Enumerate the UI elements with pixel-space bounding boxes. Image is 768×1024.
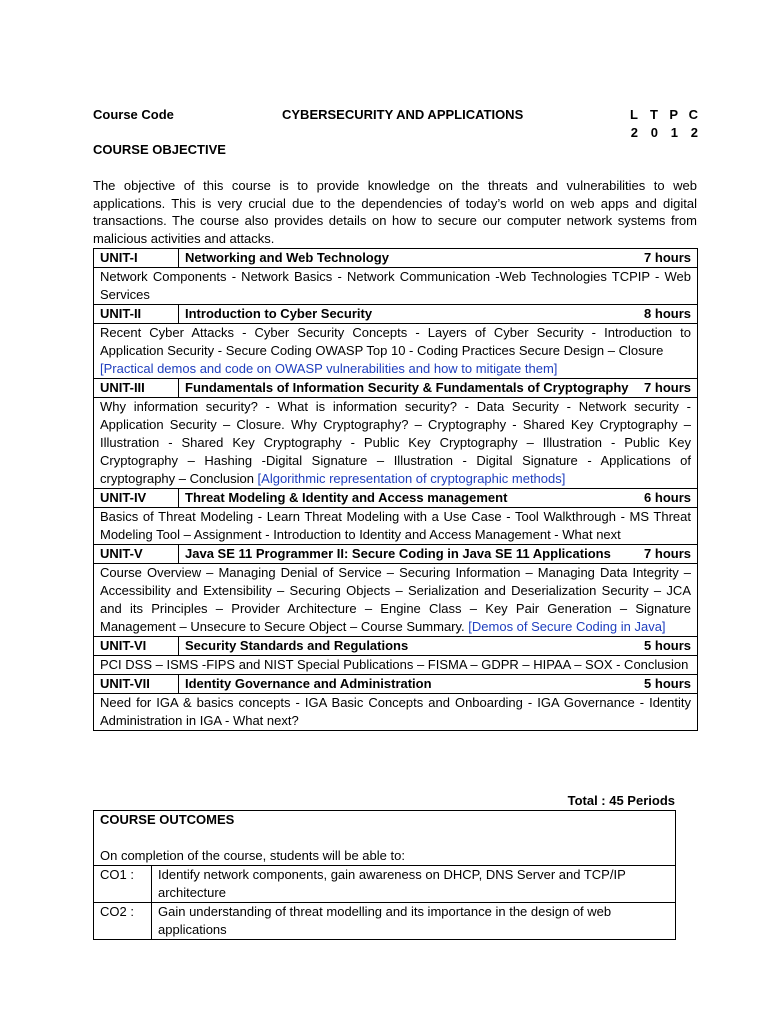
unit-description-cell — [94, 564, 698, 637]
outcome-text: Gain understanding of threat modelling and its importance in the design of web applications — [152, 903, 676, 940]
unit-header-row — [94, 545, 698, 564]
unit-description: Course Overview – Managing Denial of Service – Securing Information – Managing Data Integrity – Accessibility and Extensibility – Securing Objects – Serialization and Deserialization Security – JCA and its Principles – Provider Architecture – Engine Class – Key Pair Generation – Signature Management – Unsecure to Secure Object – Course Summary. — [100, 565, 691, 634]
ltpc-value-t: 0 — [650, 125, 658, 140]
unit-header-row — [94, 249, 698, 268]
unit-description: Basics of Threat Modeling - Learn Threat Modeling with a Use Case - Tool Walkthrough - MS Threat Modeling Tool – Assignment - Introduction to Identity and Access Management - What next — [100, 509, 691, 542]
unit-description-cell — [94, 398, 698, 489]
unit-description: Network Components - Network Basics - Network Communication -Web Technologies TCPIP - Web Services — [100, 269, 691, 302]
outcome-text: Identify network components, gain awareness on DHCP, DNS Server and TCP/IP architecture — [152, 866, 676, 903]
unit-title-cell — [179, 489, 698, 508]
unit-hours: 7 hours — [644, 250, 691, 265]
unit-content-row — [94, 656, 698, 675]
unit-description: Why information security? - What is information security? - Data Security - Network security - Application Security – Closure. Why Cryptography? – Cryptography - Shared Key Cryptography – Illustration - Shared Key Cryptography - Public Key Cryptography – Illustration - Public Key Cryptography – Hashing -Digital Signature – Illustration - Digital Signature - Applications of cryptography – Conclusion — [100, 399, 691, 486]
unit-description-cell — [94, 656, 698, 675]
total-periods: Total : 45 Periods — [567, 793, 675, 808]
unit-label: UNIT-IV — [94, 489, 179, 508]
unit-hours: 5 hours — [644, 676, 691, 691]
unit-label: UNIT-VI — [94, 637, 179, 656]
outcome-row — [94, 866, 676, 903]
unit-title: Introduction to Cyber Security — [185, 306, 373, 321]
outcomes-header-cell — [94, 811, 676, 866]
unit-content-row — [94, 324, 698, 379]
unit-header-row — [94, 637, 698, 656]
ltpc-block — [618, 106, 698, 142]
unit-header-row — [94, 379, 698, 398]
outcomes-intro: On completion of the course, students will be able to: — [100, 848, 405, 863]
unit-label: UNIT-III — [94, 379, 179, 398]
course-title: CYBERSECURITY AND APPLICATIONS — [282, 107, 524, 122]
units-table — [93, 248, 698, 731]
unit-practical-note: [Practical demos and code on OWASP vulnerabilities and how to mitigate them] — [100, 361, 558, 376]
unit-header-row — [94, 305, 698, 324]
unit-title: Security Standards and Regulations — [185, 638, 409, 653]
unit-label: UNIT-V — [94, 545, 179, 564]
unit-content-row — [94, 398, 698, 489]
unit-hours: 6 hours — [644, 490, 691, 505]
unit-description: Need for IGA & basics concepts - IGA Basic Concepts and Onboarding - IGA Governance - Identity Administration in IGA - What next? — [100, 695, 691, 728]
unit-title-cell — [179, 305, 698, 324]
unit-description: Recent Cyber Attacks - Cyber Security Concepts - Layers of Cyber Security - Introduction to Application Security - Secure Coding OWASP Top 10 - Coding Practices Secure Design – Closure — [100, 325, 691, 358]
outcomes-header-row — [94, 811, 676, 866]
unit-description-cell — [94, 694, 698, 731]
unit-description-cell — [94, 268, 698, 305]
unit-title-cell — [179, 379, 698, 398]
unit-title-cell — [179, 637, 698, 656]
unit-title: Java SE 11 Programmer II: Secure Coding in Java SE 11 Applications — [185, 546, 611, 561]
unit-content-row — [94, 268, 698, 305]
unit-header-row — [94, 675, 698, 694]
outcomes-table — [93, 810, 676, 940]
unit-title: Fundamentals of Information Security & Fundamentals of Cryptography — [185, 380, 629, 395]
unit-label: UNIT-II — [94, 305, 179, 324]
spacer — [100, 829, 669, 847]
objective-text: The objective of this course is to provide knowledge on the threats and vulnerabilities to web applications. This is very crucial due to the dependencies of today’s world on web apps and digital transactions. The course also provides details on how to secure our computer network systems from malicious activities and attacks. — [93, 178, 697, 246]
unit-practical-note: [Demos of Secure Coding in Java] — [468, 619, 666, 634]
unit-hours: 8 hours — [644, 306, 691, 321]
unit-content-row — [94, 508, 698, 545]
ltpc-label-l: L — [630, 107, 638, 122]
ltpc-label-p: P — [669, 107, 678, 122]
unit-title: Networking and Web Technology — [185, 250, 389, 265]
unit-title-cell — [179, 249, 698, 268]
ltpc-value-l: 2 — [630, 125, 638, 140]
ltpc-label-c: C — [688, 107, 698, 122]
unit-hours: 7 hours — [644, 546, 691, 561]
unit-title: Identity Governance and Administration — [185, 676, 432, 691]
unit-practical-note: [Algorithmic representation of cryptographic methods] — [257, 471, 566, 486]
ltpc-value-p: 1 — [670, 125, 678, 140]
outcome-label: CO1 : — [94, 866, 152, 903]
course-code-label: Course Code — [93, 107, 174, 122]
outcomes-heading: COURSE OUTCOMES — [100, 812, 235, 827]
unit-title-cell — [179, 675, 698, 694]
unit-content-row — [94, 564, 698, 637]
ltpc-value-c: 2 — [690, 125, 698, 140]
unit-header-row — [94, 489, 698, 508]
unit-description-cell — [94, 508, 698, 545]
unit-hours: 7 hours — [644, 380, 691, 395]
unit-content-row — [94, 694, 698, 731]
unit-label: UNIT-I — [94, 249, 179, 268]
unit-description-cell — [94, 324, 698, 379]
outcome-label: CO2 : — [94, 903, 152, 940]
unit-title-cell — [179, 545, 698, 564]
objective-heading: COURSE OBJECTIVE — [93, 142, 226, 157]
outcome-row — [94, 903, 676, 940]
ltpc-values — [618, 124, 698, 142]
unit-title: Threat Modeling & Identity and Access management — [185, 490, 508, 505]
unit-description: PCI DSS – ISMS -FIPS and NIST Special Publications – FISMA – GDPR – HIPAA – SOX - Conclusion — [100, 657, 689, 672]
ltpc-label-t: T — [650, 107, 658, 122]
course-header — [93, 106, 698, 146]
ltpc-labels — [618, 106, 698, 124]
unit-hours: 5 hours — [644, 638, 691, 653]
unit-label: UNIT-VII — [94, 675, 179, 694]
